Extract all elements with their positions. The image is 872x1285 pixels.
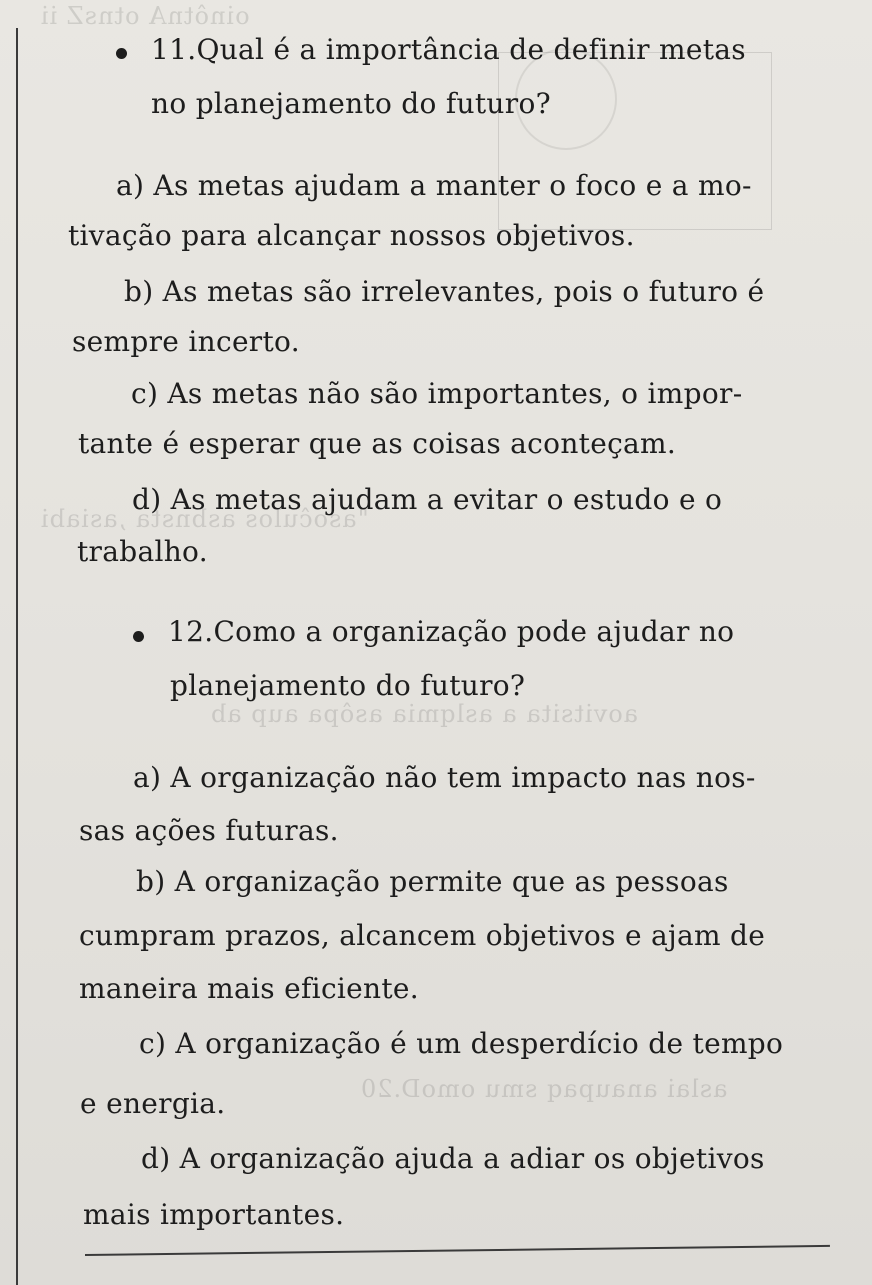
question-12-line1: [168, 615, 735, 648]
option-a: a) As metas ajudam a manter o foco e a mo-: [116, 169, 752, 202]
bottom-rule: [85, 1245, 830, 1256]
bullet-icon: [116, 48, 127, 59]
option-b-continued: sempre incerto.: [72, 325, 300, 358]
question-text: Como a organização pode ajudar no: [213, 615, 735, 648]
bullet-icon: [133, 631, 144, 642]
bleed-through-text: "asoĉulos asbnsta ,asiabi: [40, 505, 369, 533]
option-c-continued: tante é esperar que as coisas aconteçam.: [78, 427, 677, 460]
option-b-continued: cumpram prazos, alcancem objetivos e ajam de: [79, 919, 766, 952]
option-d: d) A organização ajuda a adiar os objetivos: [141, 1142, 765, 1175]
option-c: c) A organização é um desperdício de tempo: [139, 1027, 784, 1060]
option-a-continued: sas ações futuras.: [79, 814, 339, 847]
margin-rule: [16, 28, 18, 1285]
option-d: d) As metas ajudam a evitar o estudo e o: [132, 483, 723, 516]
bleed-through-text: oinôtnA otnsZ ii: [40, 2, 250, 30]
option-b-continued: maneira mais eficiente.: [79, 972, 420, 1005]
option-c: c) As metas não são importantes, o impor-: [131, 377, 743, 410]
question-number: 11.: [151, 33, 197, 66]
option-b: b) A organização permite que as pessoas: [136, 865, 729, 898]
bleed-through-text: aslai anaupaq smu omoD.20: [360, 1075, 728, 1103]
option-d-continued: trabalho.: [77, 535, 208, 568]
option-a-continued: tivação para alcançar nossos objetivos.: [68, 219, 635, 252]
question-text: Qual é a importância de definir metas: [196, 33, 746, 66]
question-11-line1: [151, 33, 746, 66]
bleed-through-text: aovitsita a aslqmia asôpa aup ab: [210, 700, 638, 728]
option-d-continued: mais importantes.: [83, 1198, 345, 1231]
question-text: planejamento do futuro?: [170, 669, 526, 702]
question-number: 12.: [168, 615, 214, 648]
option-a: a) A organização não tem impacto nas nos-: [133, 761, 756, 794]
option-c-continued: e energia.: [80, 1087, 226, 1120]
question-text: no planejamento do futuro?: [151, 87, 551, 120]
option-b: b) As metas são irrelevantes, pois o futuro é: [124, 275, 765, 308]
